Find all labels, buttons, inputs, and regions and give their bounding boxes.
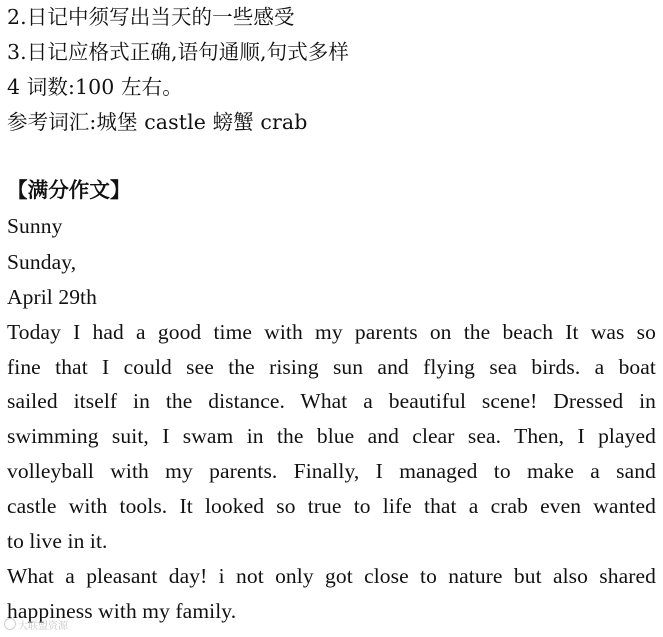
paragraph-line: fine that I could see the rising sun and flying sea birds. a boat [7,355,656,379]
requirement-2: 2.日记中须写出当天的一些感受 [7,5,295,29]
paragraph-line: sailed itself in the distance. What a beautiful scene! Dressed in [7,389,656,413]
requirement-4: 4 词数:100 左右。 [7,75,183,99]
essay-heading: 【满分作文】 [7,178,131,202]
paragraph-line: happiness with my family. [7,599,237,623]
paragraph-line: swimming suit, I swam in the blue and clear sea. Then, I played [7,424,656,448]
watermark-text: 大联盟资源 [18,621,68,632]
paragraph-line: to live in it. [7,529,108,553]
diary-weekday: Sunday, [7,250,77,274]
paragraph-line: Today I had a good time with my parents on the beach It was so [7,320,656,344]
diary-author: Sunny [7,214,63,238]
paragraph-line: castle with tools. It looked so true to life that a crab even wanted [7,494,656,518]
watermark [4,618,68,634]
paragraph-line: volleyball with my parents. Finally, I managed to make a sand [7,459,656,483]
reference-vocabulary: 参考词汇:城堡 castle 螃蟹 crab [7,110,308,134]
circle-logo-icon [4,618,16,630]
requirement-3: 3.日记应格式正确,语句通顺,句式多样 [7,40,349,64]
paragraph-line: What a pleasant day! i not only got close to nature but also shared [7,564,656,588]
diary-date: April 29th [7,285,97,309]
